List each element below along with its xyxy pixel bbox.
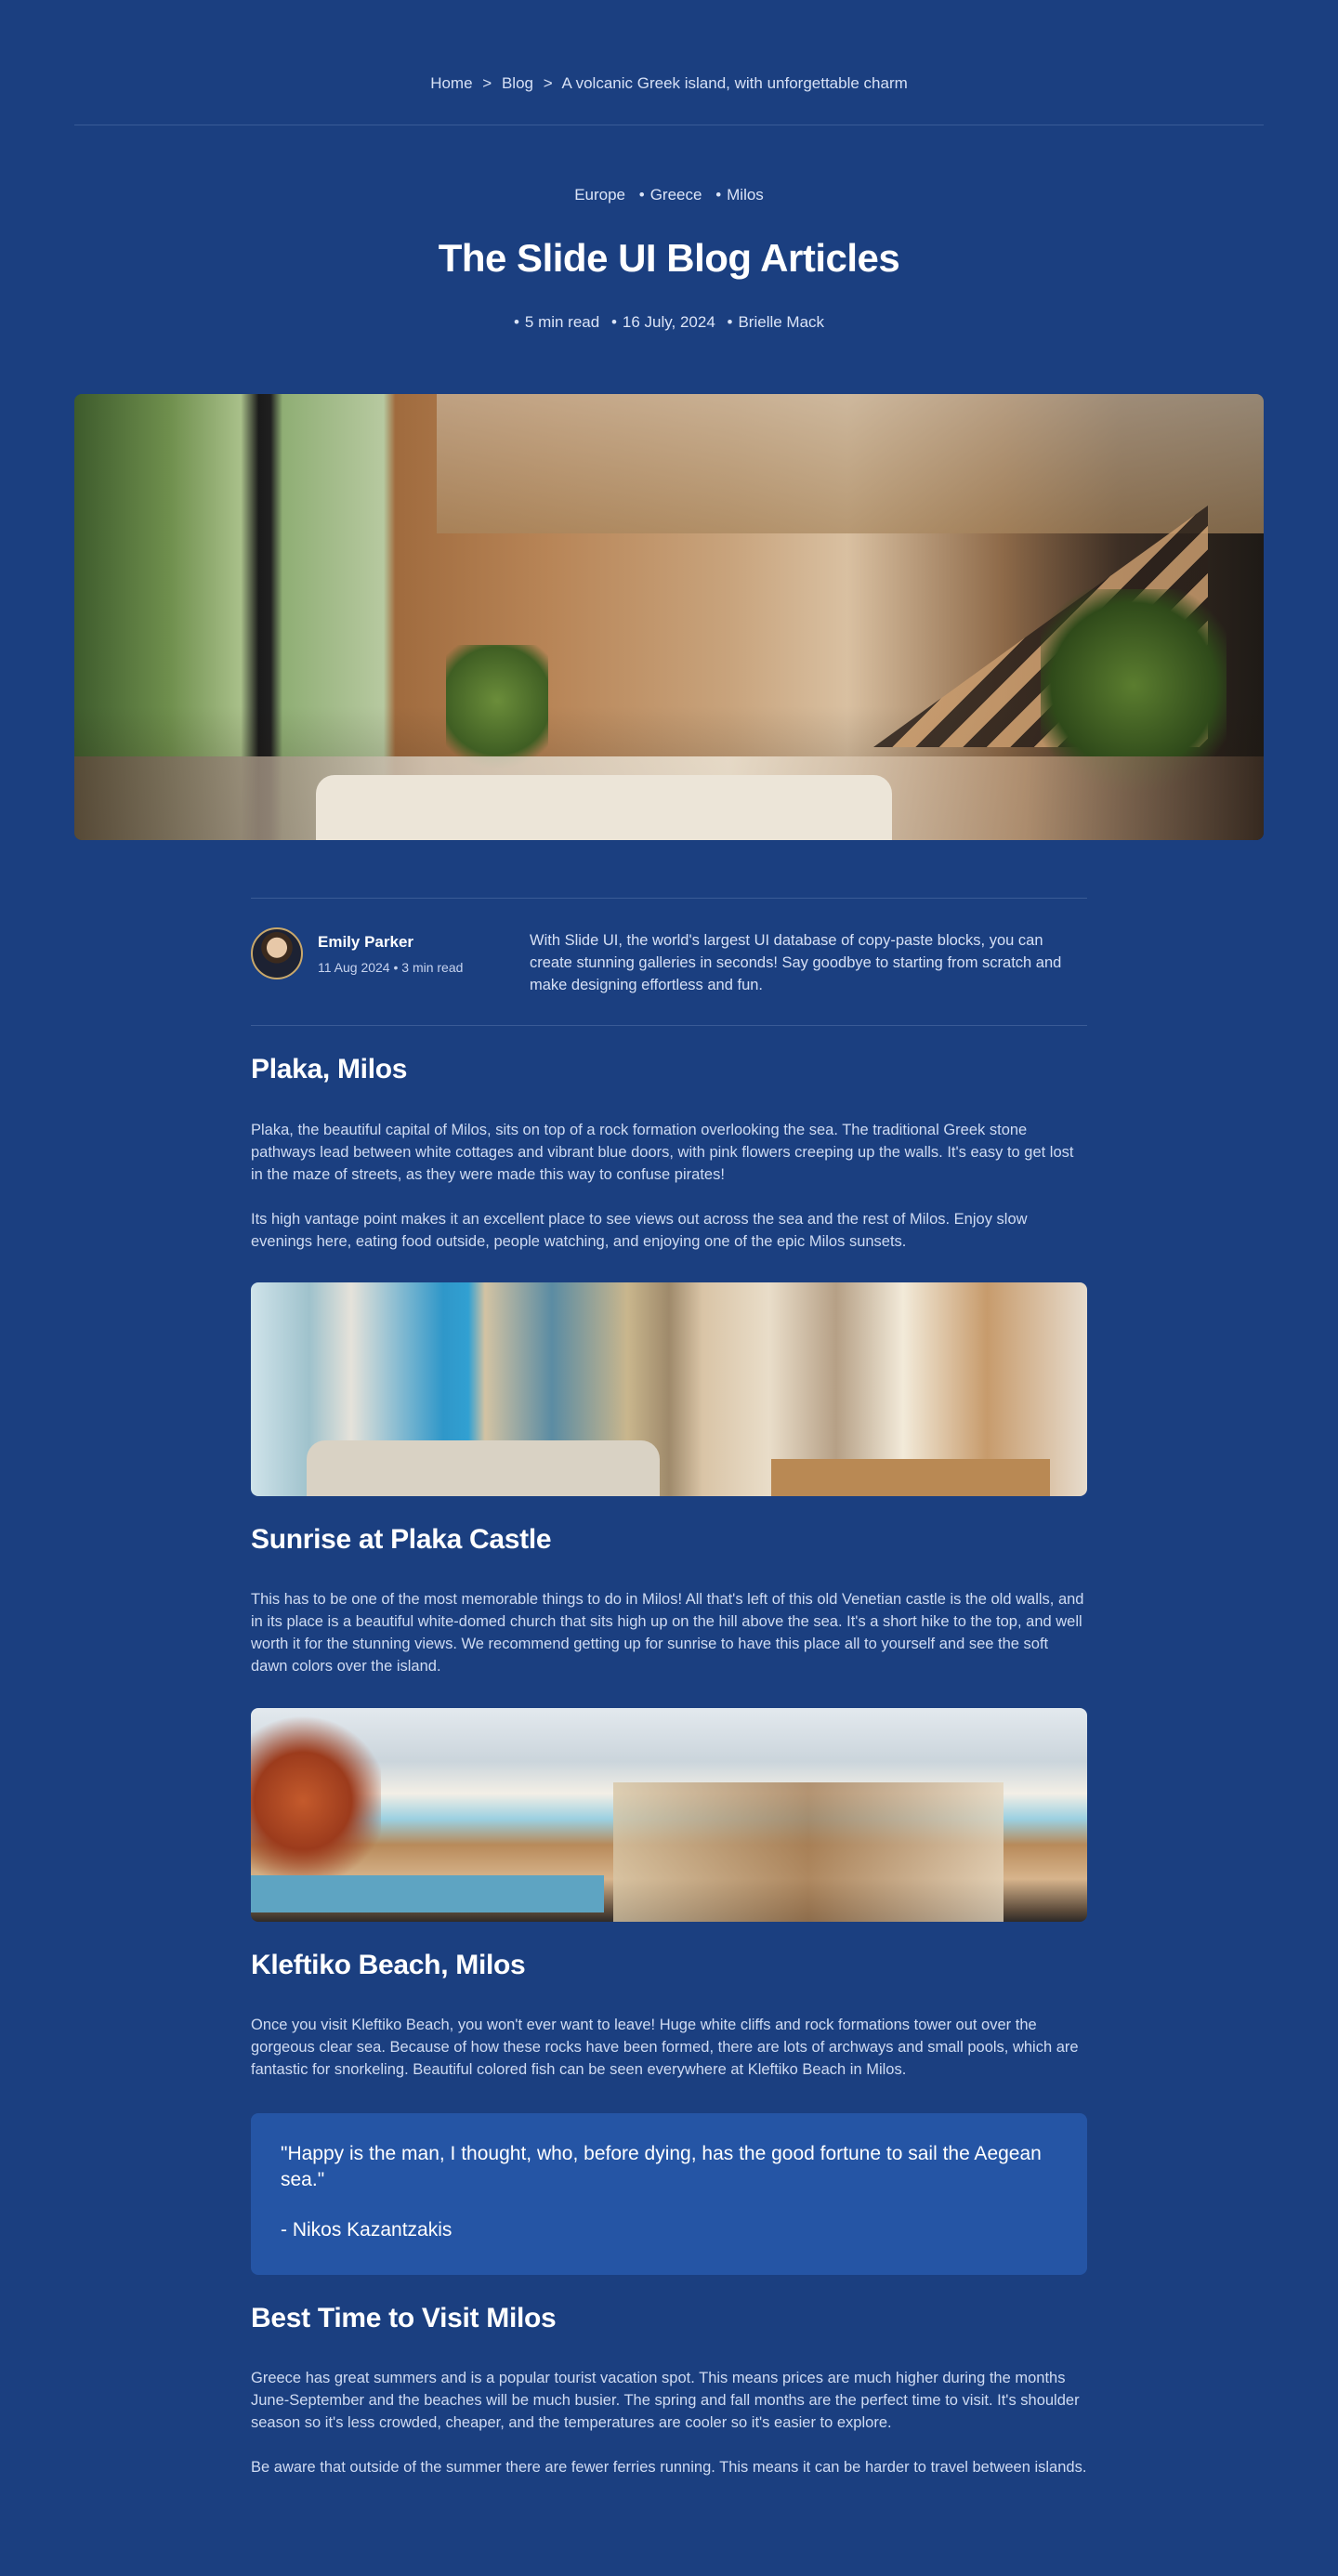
paragraph-kleftiko-1: Once you visit Kleftiko Beach, you won't ever want to leave! Huge white cliffs and rock formations tower out over the gorgeous clear sea. Because of how these rocks have been formed, there are lots of archways and small pools, which are fantastic for snorkeling. Beautiful colored fish can be seen everywhere at Kleftiko Beach in Milos. [251, 2017, 1079, 2078]
author-name[interactable]: Emily Parker [318, 933, 414, 951]
paragraph-best-time-1: Greece has great summers and is a popular tourist vacation spot. This means prices are much higher during the months June-September and the beaches will be much busier. The spring and fall months are the perfect time to visit. It's shoulder season so it's less crowded, cheaper, and the temperatures are cooler so it's easier to explore. [251, 2370, 1080, 2431]
blockquote [251, 2113, 1087, 2275]
tag-europe[interactable]: Europe [574, 186, 626, 204]
paragraph-sunrise-1: This has to be one of the most memorable things to do in Milos! All that's left of this old Venetian castle is the old walls, and in its place is a beautiful white-domed church that sits high up on the hill above the sea. It's a short hike to the top, and well worth it for the stunning views. We recommend getting up for sunrise to have this place all to yourself and see the soft dawn colors over the island. [251, 1591, 1084, 1675]
breadcrumb-blog-link[interactable]: Blog [501, 74, 533, 92]
bullet-icon: • [610, 313, 617, 331]
section-heading-sunrise: Sunrise at Plaka Castle [251, 1524, 552, 1555]
author-meta: 11 Aug 2024 • 3 min read [318, 960, 464, 975]
image-glass-wall [613, 1782, 1004, 1922]
bullet-icon: • [727, 313, 733, 331]
image-tree [251, 1708, 381, 1894]
image-pool [251, 1875, 604, 1912]
quote-author: - Nikos Kazantzakis [281, 2219, 453, 2241]
tag-milos[interactable]: • Milos [715, 186, 764, 204]
bullet-icon: • [715, 186, 722, 204]
section-heading-best-time: Best Time to Visit Milos [251, 2303, 557, 2333]
bullet-icon: • [513, 313, 519, 331]
publish-date: • 16 July, 2024 [610, 313, 715, 331]
bullet-icon: • [638, 186, 645, 204]
image-sofa [307, 1440, 660, 1496]
quote-text: "Happy is the man, I thought, who, before dying, has the good fortune to sail the Aegean sea." [281, 2143, 1042, 2190]
article-meta [0, 313, 1338, 332]
article-tags [0, 186, 1338, 204]
page-title: The Slide UI Blog Articles [438, 236, 900, 280]
hero-image [74, 394, 1264, 840]
hero-sofa [316, 775, 892, 840]
tag-greece[interactable]: • Greece [638, 186, 702, 204]
breadcrumb-separator: > [543, 74, 553, 92]
section-heading-plaka: Plaka, Milos [251, 1054, 408, 1084]
paragraph-best-time-2: Be aware that outside of the summer there are fewer ferries running. This means it can be harder to travel between islands. [251, 2459, 1087, 2476]
breadcrumb-current: A volcanic Greek island, with unforgettable charm [561, 74, 908, 92]
breadcrumb [0, 74, 1338, 93]
avatar[interactable] [251, 927, 303, 979]
section-heading-kleftiko: Kleftiko Beach, Milos [251, 1950, 526, 1980]
read-time: • 5 min read [513, 313, 600, 331]
paragraph-plaka-2: Its high vantage point makes it an excellent place to see views out across the sea and the rest of Milos. Enjoy slow evenings here, eating food outside, people watching, and enjoying one of the epic Milos sunsets. [251, 1211, 1028, 1250]
author-link[interactable]: • Brielle Mack [727, 313, 825, 331]
author-divider-top [251, 898, 1087, 899]
image-table [771, 1459, 1050, 1496]
breadcrumb-separator: > [482, 74, 492, 92]
paragraph-plaka-1: Plaka, the beautiful capital of Milos, sits on top of a rock formation overlooking the sea. The traditional Greek stone pathways lead between white cottages and vibrant blue doors, with pink flowers creeping up the walls. It's easy to get lost in the maze of streets, as they were made this way to confuse pirates! [251, 1122, 1074, 1183]
author-bio: With Slide UI, the world's largest UI database of copy-paste blocks, you can create stunning galleries in seconds! Say goodbye to starting from scratch and make designing effortless and fun. [530, 932, 1062, 993]
hero-mezzanine [437, 394, 1264, 533]
author-divider-bottom [251, 1025, 1087, 1026]
interior-image-1 [251, 1282, 1087, 1496]
breadcrumb-home-link[interactable]: Home [430, 74, 473, 92]
exterior-image [251, 1708, 1087, 1922]
